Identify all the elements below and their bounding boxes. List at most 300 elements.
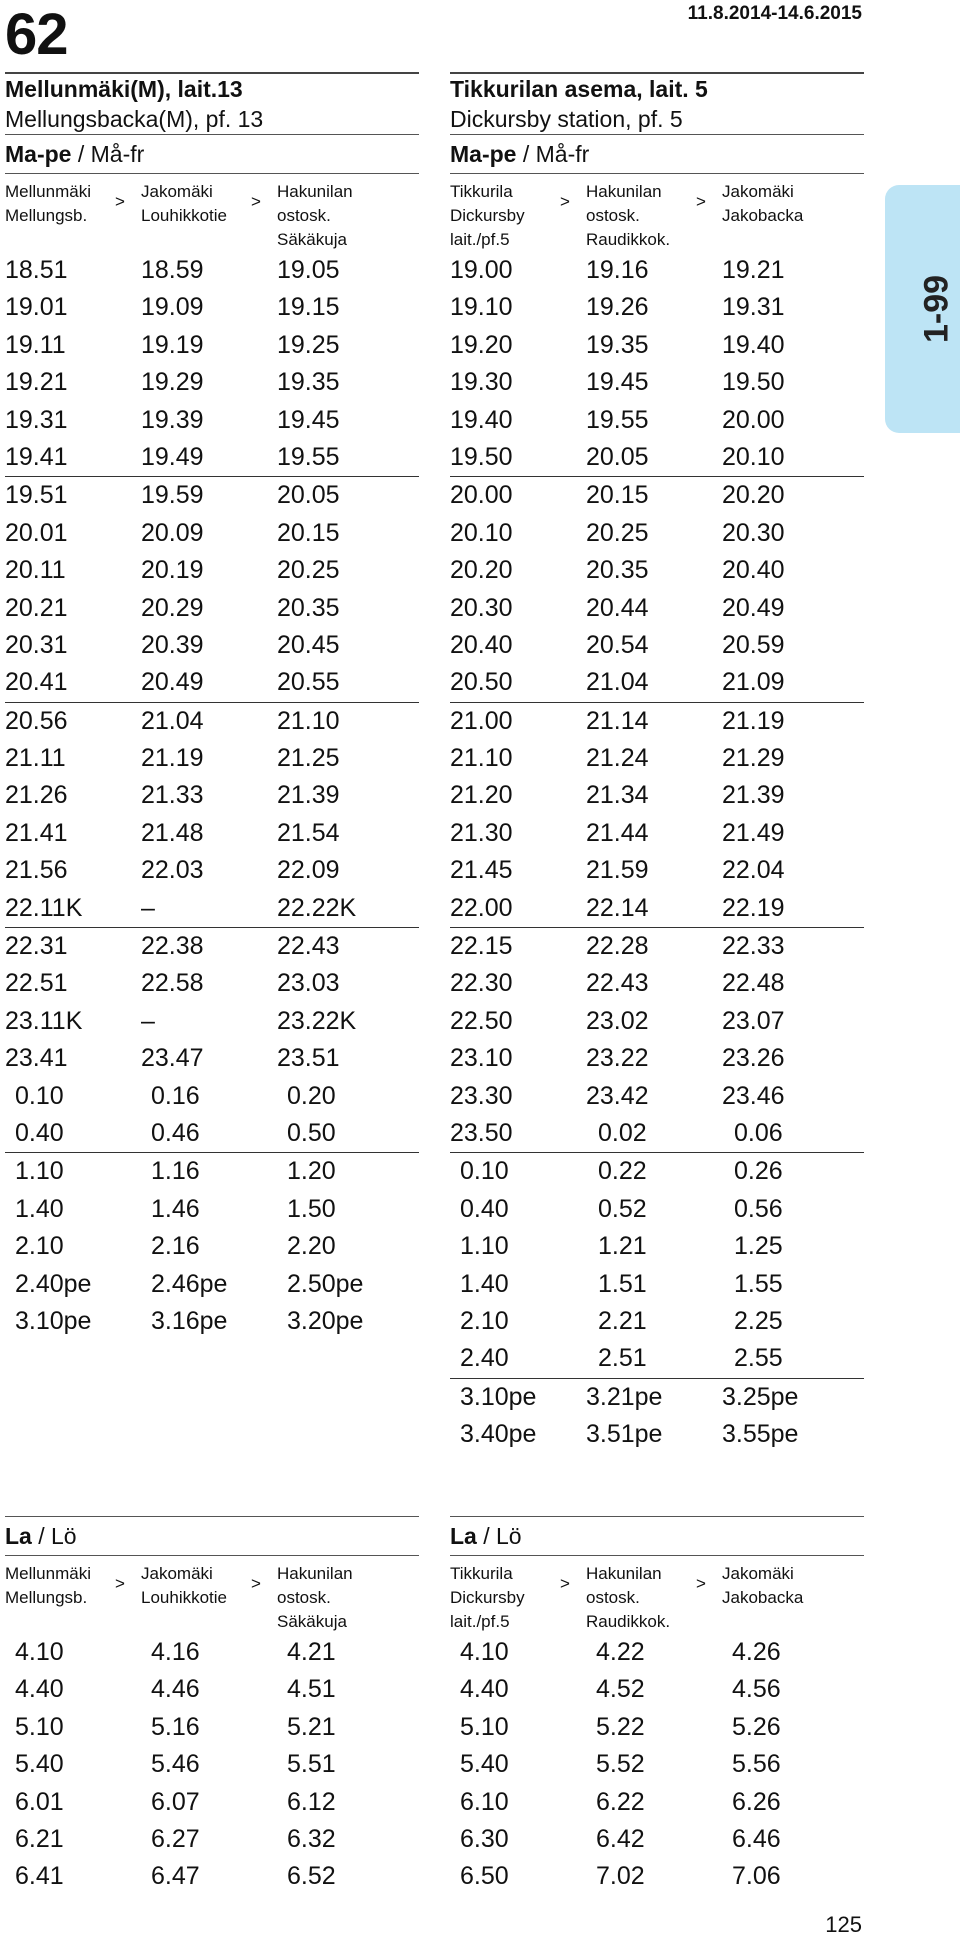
- column-header-line: Louhikkotie: [141, 206, 228, 225]
- table-row: [5, 1303, 419, 1340]
- table-row: [450, 1040, 864, 1077]
- departure-time: 21.39: [722, 781, 785, 810]
- departure-time: 4.40: [15, 1675, 64, 1704]
- departure-time: 6.26: [732, 1787, 781, 1816]
- departure-time: 22.31: [5, 932, 68, 961]
- table-row: [5, 590, 419, 627]
- departure-time: 5.10: [460, 1712, 509, 1741]
- column-header-line: Jakomäki: [141, 1564, 213, 1583]
- table-row: [15, 1858, 419, 1895]
- departure-time: 20.55: [277, 668, 340, 697]
- departure-time: 5.40: [460, 1750, 509, 1779]
- departure-time: 6.22: [596, 1787, 645, 1816]
- departure-time: 4.46: [151, 1675, 200, 1704]
- departure-time: 19.20: [450, 330, 513, 359]
- table-row: [450, 965, 864, 1002]
- departure-time: 20.44: [586, 593, 649, 622]
- departure-time: 21.45: [450, 856, 513, 885]
- departure-time: 4.56: [732, 1675, 781, 1704]
- departure-rows: [450, 252, 864, 1454]
- departure-time: 20.56: [5, 706, 68, 735]
- departure-time: 3.51pe: [586, 1420, 663, 1449]
- column-header-line: ostosk.: [586, 206, 640, 225]
- table-row: [5, 1078, 419, 1115]
- table-row: [450, 740, 864, 777]
- departure-time: 22.50: [450, 1006, 513, 1035]
- table-row: [450, 552, 864, 589]
- departure-time: 2.16: [151, 1232, 200, 1261]
- departure-rows: [450, 1634, 864, 1896]
- departure-time: 21.48: [141, 818, 204, 847]
- column-header-line: Raudikkok.: [586, 1612, 671, 1631]
- table-row: [450, 927, 864, 965]
- table-row: [450, 327, 864, 364]
- departure-time: 4.52: [596, 1675, 645, 1704]
- table-row: [450, 402, 864, 439]
- column-header-line: Mellunmäki: [5, 182, 91, 201]
- departure-time: 6.32: [287, 1824, 336, 1853]
- table-row: [450, 1709, 864, 1746]
- day-type-label: [5, 1517, 419, 1555]
- departure-time: 3.10pe: [15, 1306, 92, 1335]
- route-number: 62: [5, 2, 68, 67]
- departure-time: 20.49: [722, 593, 785, 622]
- table-row: [450, 1378, 864, 1416]
- departure-time: 6.30: [460, 1824, 509, 1853]
- departure-time: 4.10: [460, 1638, 509, 1666]
- departure-time: 19.45: [586, 368, 649, 397]
- table-row: [5, 664, 419, 701]
- departure-time: 20.40: [450, 630, 513, 659]
- column-header-line: ostosk.: [277, 206, 331, 225]
- departure-time: 21.34: [586, 781, 649, 810]
- departure-time: 19.50: [450, 442, 513, 471]
- column-header: [586, 1562, 670, 1634]
- departure-time: 20.21: [5, 593, 68, 622]
- departure-time: 19.40: [722, 330, 785, 359]
- column-header-line: Raudikkok.: [586, 230, 671, 249]
- stop-title: Mellunmäki(M), lait.13: [5, 76, 243, 102]
- table-row: [450, 890, 864, 927]
- departure-time: 3.16pe: [151, 1306, 228, 1335]
- departure-time: 21.19: [722, 706, 785, 735]
- departure-time: 19.49: [141, 442, 204, 471]
- departure-time: 21.20: [450, 781, 513, 810]
- table-row: [5, 402, 419, 439]
- table-row: [450, 590, 864, 627]
- table-row: [450, 1671, 864, 1708]
- stop-title: Tikkurilan asema, lait. 5: [450, 76, 708, 102]
- departure-time: 22.48: [722, 969, 785, 998]
- departure-time: 20.31: [5, 630, 68, 659]
- departure-rows: [5, 252, 419, 1340]
- departure-time: 22.09: [277, 856, 340, 885]
- departure-time: 21.33: [141, 781, 204, 810]
- saturday-return-timetable: [450, 1516, 864, 1896]
- departure-time: 19.35: [277, 368, 340, 397]
- table-row: [450, 1746, 864, 1783]
- column-header: [5, 180, 91, 228]
- column-header-line: Mellunmäki: [5, 1564, 91, 1583]
- departure-time: 1.51: [598, 1269, 647, 1298]
- table-row: [5, 1115, 419, 1152]
- departure-time: 21.29: [722, 744, 785, 773]
- departure-time: 22.43: [586, 969, 649, 998]
- departure-time: 4.22: [596, 1638, 645, 1666]
- table-row: [450, 777, 864, 814]
- departure-time: 21.14: [586, 706, 649, 735]
- departure-time: 0.10: [460, 1157, 509, 1186]
- departure-time: 5.56: [732, 1750, 781, 1779]
- column-header-line: lait./pf.5: [450, 230, 510, 249]
- departure-time: 6.41: [15, 1862, 64, 1891]
- departure-time: 5.40: [15, 1750, 64, 1779]
- table-row: [450, 515, 864, 552]
- departure-time: 1.55: [734, 1269, 783, 1298]
- table-row: [5, 740, 419, 777]
- column-header: [450, 180, 525, 252]
- departure-time: 6.47: [151, 1862, 200, 1891]
- page-number: 125: [825, 1912, 862, 1937]
- departure-time: 21.44: [586, 818, 649, 847]
- departure-time: 3.40pe: [460, 1420, 537, 1449]
- departure-time: 0.40: [460, 1194, 509, 1223]
- departure-time: 2.20: [287, 1232, 336, 1261]
- departure-time: –: [141, 1006, 155, 1035]
- departure-time: 21.26: [5, 781, 68, 810]
- departure-time: 19.19: [141, 330, 204, 359]
- departure-time: 21.10: [277, 706, 340, 735]
- departure-time: 19.31: [5, 405, 68, 434]
- day-type-separator: /: [71, 141, 91, 167]
- departure-time: 23.22: [586, 1044, 649, 1073]
- column-header-line: Tikkurila: [450, 1564, 513, 1583]
- departure-time: 20.39: [141, 630, 204, 659]
- departure-time: 19.01: [5, 293, 68, 322]
- departure-time: 23.41: [5, 1044, 68, 1073]
- departure-time: 0.26: [734, 1157, 783, 1186]
- departure-time: 21.00: [450, 706, 513, 735]
- departure-time: 0.10: [15, 1081, 64, 1110]
- table-row: [5, 777, 419, 814]
- table-row: [5, 702, 419, 740]
- departure-time: 0.20: [287, 1081, 336, 1110]
- column-header-line: Hakunilan: [586, 1564, 662, 1583]
- table-row: [15, 1709, 419, 1746]
- table-row: [5, 364, 419, 401]
- direction-arrow: >: [115, 192, 125, 211]
- column-header-line: Jakobacka: [722, 206, 804, 225]
- departure-time: 1.50: [287, 1194, 336, 1223]
- departure-time: 19.55: [277, 442, 340, 471]
- departure-time: 20.25: [277, 556, 340, 585]
- column-header: [450, 1562, 525, 1634]
- table-row: [450, 1340, 864, 1377]
- departure-time: 20.29: [141, 593, 204, 622]
- departure-time: 22.38: [141, 932, 204, 961]
- table-row: [5, 965, 419, 1002]
- departure-time: 20.49: [141, 668, 204, 697]
- table-row: [5, 815, 419, 852]
- table-row: [450, 289, 864, 326]
- departure-time: 20.35: [586, 556, 649, 585]
- departure-time: 18.51: [5, 256, 68, 284]
- departure-time: 22.19: [722, 893, 785, 922]
- departure-time: 20.10: [450, 518, 513, 547]
- day-type-fi: La: [5, 1523, 32, 1549]
- departure-time: 19.55: [586, 405, 649, 434]
- departure-time: 0.56: [734, 1194, 783, 1223]
- table-row: [5, 890, 419, 927]
- direction-arrow: >: [696, 192, 706, 211]
- departure-time: 20.05: [586, 442, 649, 471]
- departure-time: 22.11K: [5, 893, 83, 922]
- day-type-fi: Ma-pe: [5, 141, 72, 167]
- departure-time: 20.15: [586, 481, 649, 510]
- departure-time: 20.00: [450, 481, 513, 510]
- departure-time: 2.25: [734, 1306, 783, 1335]
- route-range-label: 1-99: [917, 274, 956, 344]
- column-header-line: Hakunilan: [586, 182, 662, 201]
- departure-time: 6.46: [732, 1824, 781, 1853]
- departure-time: 1.40: [460, 1269, 509, 1298]
- departure-time: 4.10: [15, 1638, 64, 1666]
- departure-time: 23.30: [450, 1081, 513, 1110]
- departure-time: 0.06: [734, 1118, 783, 1147]
- day-type-separator: /: [516, 141, 536, 167]
- table-row: [450, 1858, 864, 1895]
- column-header: [5, 1562, 91, 1610]
- column-header-line: Säkäkuja: [277, 1612, 347, 1631]
- departure-time: 19.40: [450, 405, 513, 434]
- departure-time: 19.11: [5, 330, 66, 359]
- departure-time: 20.20: [722, 481, 785, 510]
- departure-time: 23.46: [722, 1081, 785, 1110]
- departure-time: 23.03: [277, 969, 340, 998]
- departure-time: 23.50: [450, 1118, 513, 1147]
- table-row: [5, 1040, 419, 1077]
- table-row: [450, 815, 864, 852]
- departure-time: 0.50: [287, 1118, 336, 1147]
- departure-time: 5.51: [287, 1750, 336, 1779]
- departure-time: 19.51: [5, 481, 68, 510]
- departure-time: 21.41: [5, 818, 68, 847]
- departure-time: 20.15: [277, 518, 340, 547]
- departure-time: –: [141, 893, 155, 922]
- departure-time: 19.31: [722, 293, 785, 322]
- departure-time: 5.21: [287, 1712, 336, 1741]
- table-row: [5, 439, 419, 476]
- column-header-line: ostosk.: [277, 1588, 331, 1607]
- departure-time: 22.30: [450, 969, 513, 998]
- departure-time: 22.04: [722, 856, 785, 885]
- column-header-line: Mellungsb.: [5, 206, 88, 225]
- table-row: [450, 252, 864, 289]
- table-row: [450, 1784, 864, 1821]
- departure-time: 5.10: [15, 1712, 64, 1741]
- departure-time: 20.30: [722, 518, 785, 547]
- table-row: [450, 664, 864, 701]
- departure-time: 1.16: [151, 1157, 200, 1186]
- departure-time: 20.50: [450, 668, 513, 697]
- table-row: [5, 1266, 419, 1303]
- table-row: [5, 852, 419, 889]
- departure-time: 20.00: [722, 405, 785, 434]
- direction-arrow: >: [560, 1574, 570, 1593]
- column-headers: [5, 174, 419, 252]
- validity-period: 11.8.2014-14.6.2015: [687, 3, 862, 24]
- departure-time: 1.46: [151, 1194, 200, 1223]
- departure-time: 23.10: [450, 1044, 513, 1073]
- day-type-separator: /: [476, 1523, 497, 1549]
- table-row: [450, 1416, 864, 1453]
- column-header: [141, 1562, 227, 1610]
- direction-arrow: >: [251, 192, 261, 211]
- table-row: [5, 327, 419, 364]
- departure-time: 20.35: [277, 593, 340, 622]
- departure-time: 1.10: [15, 1157, 64, 1186]
- departure-time: 6.21: [15, 1824, 64, 1853]
- departure-time: 21.10: [450, 744, 513, 773]
- direction-arrow: >: [251, 1574, 261, 1593]
- column-headers: [450, 1556, 864, 1634]
- column-header-line: Tikkurila: [450, 182, 513, 201]
- table-row: [450, 1228, 864, 1265]
- column-header-line: Jakomäki: [722, 1564, 794, 1583]
- departure-time: 21.04: [586, 668, 649, 697]
- column-header-line: Hakunilan: [277, 1564, 353, 1583]
- day-type-sv: Lö: [51, 1523, 77, 1549]
- table-row: [15, 1821, 419, 1858]
- departure-rows: [5, 1634, 419, 1896]
- table-row: [450, 364, 864, 401]
- departure-time: 21.25: [277, 744, 340, 773]
- departure-time: 19.50: [722, 368, 785, 397]
- departure-time: 22.58: [141, 969, 204, 998]
- departure-time: 23.11K: [5, 1006, 83, 1035]
- departure-time: 1.25: [734, 1232, 783, 1261]
- table-row: [450, 702, 864, 740]
- table-row: [5, 1191, 419, 1228]
- table-row: [5, 552, 419, 589]
- departure-time: 20.45: [277, 630, 340, 659]
- departure-time: 20.19: [141, 556, 204, 585]
- departure-time: 5.22: [596, 1712, 645, 1741]
- table-row: [450, 1078, 864, 1115]
- departure-time: 4.21: [287, 1638, 336, 1666]
- departure-time: 6.10: [460, 1787, 509, 1816]
- departure-time: 19.30: [450, 368, 513, 397]
- departure-time: 5.46: [151, 1750, 200, 1779]
- table-row: [5, 515, 419, 552]
- departure-time: 22.51: [5, 969, 68, 998]
- departure-time: 23.51: [277, 1044, 340, 1073]
- departure-time: 0.46: [151, 1118, 200, 1147]
- departure-time: 22.00: [450, 893, 513, 922]
- departure-time: 0.02: [598, 1118, 647, 1147]
- table-row: [450, 1191, 864, 1228]
- departure-time: 20.59: [722, 630, 785, 659]
- stop-subtitle: Dickursby station, pf. 5: [450, 106, 683, 132]
- departure-time: 6.52: [287, 1862, 336, 1891]
- departure-time: 1.20: [287, 1157, 336, 1186]
- weekday-return-timetable: [450, 72, 864, 1454]
- departure-time: 19.00: [450, 256, 513, 284]
- column-header-line: Mellungsb.: [5, 1588, 88, 1607]
- departure-time: 21.24: [586, 744, 649, 773]
- column-header-line: Säkäkuja: [277, 230, 347, 249]
- column-header: [141, 180, 227, 228]
- departure-time: 7.02: [596, 1862, 645, 1891]
- table-row: [15, 1746, 419, 1783]
- day-type-sv: Må-fr: [90, 141, 145, 167]
- departure-time: 0.16: [151, 1081, 200, 1110]
- departure-time: 19.45: [277, 405, 340, 434]
- direction-arrow: >: [560, 192, 570, 211]
- departure-time: 20.40: [722, 556, 785, 585]
- departure-time: 21.19: [141, 744, 204, 773]
- departure-time: 19.26: [586, 293, 649, 322]
- table-row: [450, 1634, 864, 1671]
- column-header-line: lait./pf.5: [450, 1612, 510, 1631]
- table-row: [450, 439, 864, 476]
- departure-time: 5.52: [596, 1750, 645, 1779]
- day-type-sv: Må-fr: [535, 141, 590, 167]
- table-row: [5, 1152, 419, 1190]
- column-header-line: Jakomäki: [722, 182, 794, 201]
- column-header-line: Dickursby: [450, 206, 525, 225]
- table-row: [450, 1003, 864, 1040]
- departure-time: 19.39: [141, 405, 204, 434]
- departure-time: 23.47: [141, 1044, 204, 1073]
- departure-time: 7.06: [732, 1862, 781, 1891]
- column-header-line: Jakomäki: [141, 182, 213, 201]
- departure-time: 21.39: [277, 781, 340, 810]
- departure-time: 19.59: [141, 481, 204, 510]
- departure-time: 21.30: [450, 818, 513, 847]
- table-row: [450, 627, 864, 664]
- departure-time: 1.21: [598, 1232, 647, 1261]
- departure-time: 22.43: [277, 932, 340, 961]
- day-type-label: [5, 135, 419, 173]
- departure-time: 19.29: [141, 368, 204, 397]
- column-header-line: Jakobacka: [722, 1588, 804, 1607]
- departure-time: 6.07: [151, 1787, 200, 1816]
- departure-time: 2.55: [734, 1344, 783, 1373]
- day-type-separator: /: [31, 1523, 52, 1549]
- departure-time: 19.25: [277, 330, 340, 359]
- departure-time: 2.40pe: [15, 1269, 92, 1298]
- departure-time: 0.22: [598, 1157, 647, 1186]
- day-type-label: [450, 1517, 864, 1555]
- table-row: [5, 927, 419, 965]
- departure-time: 2.51: [598, 1344, 647, 1373]
- table-row: [450, 1266, 864, 1303]
- departure-time: 6.12: [287, 1787, 336, 1816]
- departure-time: 2.40: [460, 1344, 509, 1373]
- table-row: [450, 1303, 864, 1340]
- table-row: [5, 289, 419, 326]
- day-type-fi: La: [450, 1523, 477, 1549]
- departure-time: 2.21: [598, 1306, 647, 1335]
- table-row: [15, 1634, 419, 1671]
- departure-time: 20.30: [450, 593, 513, 622]
- table-row: [5, 1003, 419, 1040]
- table-row: [5, 1228, 419, 1265]
- departure-time: 23.02: [586, 1006, 649, 1035]
- route-range-tab: [885, 185, 960, 433]
- departure-time: 2.10: [15, 1232, 64, 1261]
